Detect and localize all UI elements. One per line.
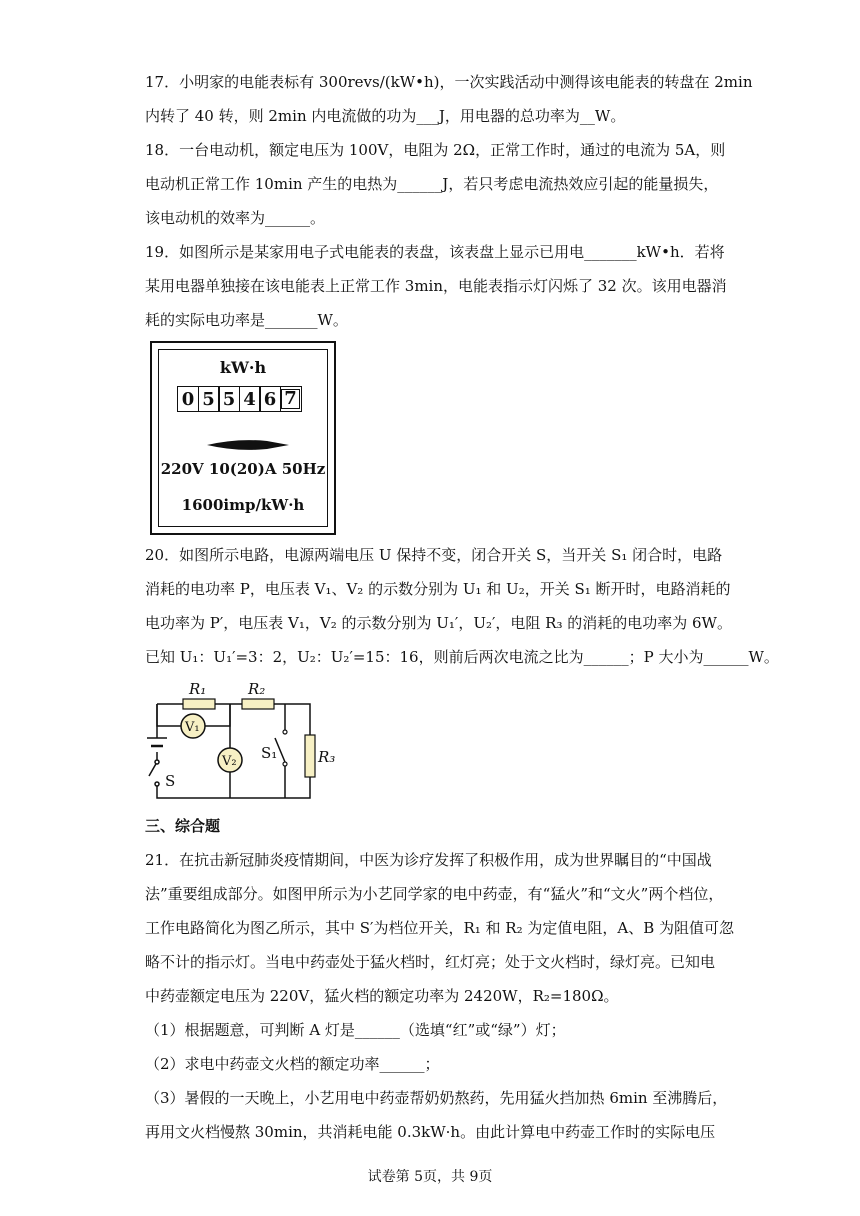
- q20-line-2: 消耗的电功率 P，电压表 V₁、V₂ 的示数分别为 U₁ 和 U₂，开关 S₁ 断开时，电路消耗的: [145, 580, 731, 598]
- q18-line-2: 电动机正常工作 10min 产生的电热为______J，若只考虑电流热效应引起的能量损失，: [145, 175, 719, 193]
- meter-digit: 5: [218, 386, 240, 412]
- label-r1: R₁: [189, 680, 207, 698]
- meter-rating: 220V 10(20)A 50Hz: [160, 460, 326, 478]
- q17-line-2: 内转了 40 转，则 2min 内电流做的功为___J，用电器的总功率为__W。: [145, 107, 626, 125]
- label-s: S: [165, 772, 176, 790]
- meter-unit: kW·h: [219, 358, 267, 377]
- resistor-r2: [242, 699, 274, 709]
- page-footer: 试卷第 5页，共 9页: [367, 1169, 493, 1185]
- q20-line-1: 20．如图所示电路，电源两端电压 U 保持不变，闭合开关 S，当开关 S₁ 闭合时，电路: [145, 546, 723, 564]
- circuit-diagram: [145, 680, 345, 805]
- q21-line-2: 法”重要组成部分。如图甲所示为小艺同学家的电中药壶，有“猛火”和“文火”两个档位，: [145, 885, 724, 903]
- label-v1: V₁: [185, 720, 200, 735]
- meter-digits: [177, 386, 300, 412]
- meter-digit: 4: [239, 386, 261, 412]
- meter-digit: 6: [259, 386, 281, 412]
- label-v2: V₂: [222, 754, 237, 769]
- meter-digit: 5: [198, 386, 220, 412]
- q21-sub-2: （2）求电中药壶文火档的额定功率______；: [145, 1055, 440, 1073]
- meter-constant: 1600imp/kW·h: [181, 496, 305, 514]
- meter-arrow-icon: [207, 438, 289, 452]
- label-r3: R₃: [318, 748, 336, 766]
- q21-line-1: 21．在抗击新冠肺炎疫情期间，中医为诊疗发挥了积极作用，成为世界瞩目的“中国战: [145, 851, 712, 869]
- q21-line-3: 工作电路简化为图乙所示，其中 S′为档位开关，R₁ 和 R₂ 为定值电阻，A、B 为阻值可忽: [145, 919, 734, 937]
- meter-digit-decimal: 7: [280, 386, 302, 412]
- q21-sub-3-line-1: （3）暑假的一天晚上，小艺用电中药壶帮奶奶熬药，先用猛火挡加热 6min 至沸腾后，: [145, 1089, 728, 1107]
- q21-line-5: 中药壶额定电压为 220V，猛火档的额定功率为 2420W，R₂=180Ω。: [145, 987, 619, 1005]
- resistor-r1: [183, 699, 215, 709]
- meter-digit: 0: [177, 386, 199, 412]
- q17-line-1: 17．小明家的电能表标有 300revs/(kW•h)，一次实践活动中测得该电能表的转盘在 2min: [145, 73, 753, 91]
- q19-line-2: 某用电器单独接在该电能表上正常工作 3min，电能表指示灯闪烁了 32 次。该用电器消: [145, 277, 727, 295]
- q21-sub-3-line-2: 再用文火档慢熬 30min，共消耗电能 0.3kW·h。由此计算电中药壶工作时的实际电压: [145, 1123, 716, 1141]
- electric-meter-figure: [150, 341, 336, 535]
- q21-sub-1: （1）根据题意，可判断 A 灯是______（选填“红”或“绿”）灯；: [145, 1021, 566, 1039]
- q19-line-3: 耗的实际电功率是_______W。: [145, 311, 348, 329]
- resistor-r3: [305, 735, 315, 777]
- q20-line-3: 电功率为 P′，电压表 V₁，V₂ 的示数分别为 U₁′，U₂′，电阻 R₃ 的消耗的电功率为 6W。: [145, 614, 732, 632]
- q21-line-4: 略不计的指示灯。当电中药壶处于猛火档时，红灯亮；处于文火档时，绿灯亮。已知电: [145, 953, 716, 971]
- section-title: 三、综合题: [145, 817, 221, 835]
- q20-line-4: 已知 U₁：U₁′=3：2，U₂：U₂′=15：16，则前后两次电流之比为______；P 大小为______W。: [145, 648, 779, 666]
- q18-line-1: 18．一台电动机，额定电压为 100V，电阻为 2Ω，正常工作时，通过的电流为 5A，则: [145, 141, 726, 159]
- label-s1: S₁: [261, 744, 278, 762]
- q19-line-1: 19．如图所示是某家用电子式电能表的表盘，该表盘上显示已用电_______kW•h．若将: [145, 243, 725, 261]
- q18-line-3: 该电动机的效率为______。: [145, 209, 326, 227]
- label-r2: R₂: [248, 680, 266, 698]
